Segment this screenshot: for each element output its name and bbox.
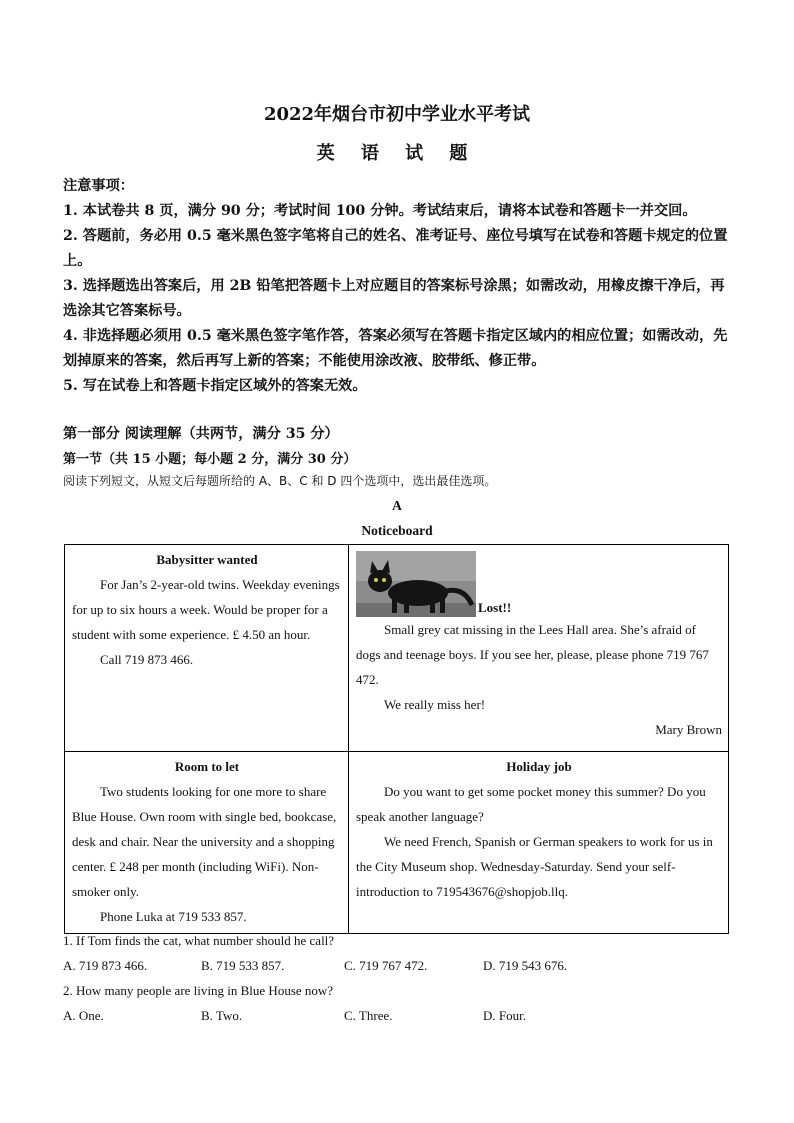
notice-heading: Babysitter wanted xyxy=(156,552,258,567)
option-b[interactable]: B. 719 533 857. xyxy=(201,958,285,973)
room-to-let-notice xyxy=(65,752,349,934)
lost-header xyxy=(356,551,722,617)
exam-subject: 英 语 试 题 xyxy=(316,143,478,164)
instructions-notes xyxy=(63,174,728,399)
option-c[interactable]: C. Three. xyxy=(344,1008,393,1023)
lost-cat-notice xyxy=(349,545,729,752)
notice-heading: Holiday job xyxy=(506,759,572,774)
section-title: 第一节（共 15 小题；每小题 2 分，满分 30 分） xyxy=(63,452,357,467)
notice-body: Do you want to get some pocket money this summer? Do you speak another language? xyxy=(356,784,706,824)
notice-body: For Jan’s 2-year-old twins. Weekday evenings for up to six hours a week. Would be proper for a student with some experience. £ 4.50 an hour. xyxy=(72,577,340,642)
notice-message: We really miss her! xyxy=(384,697,486,712)
notice-contact: Call 719 873 466. xyxy=(100,652,194,667)
passage-letter: A xyxy=(392,498,402,513)
black-cat-photo xyxy=(356,551,476,617)
note-item: 2. 答题前，务必用 0.5 毫米黑色签字笔将自己的姓名、准考证号、座位号填写在试卷和答题卡规定的位置上。 xyxy=(63,228,728,269)
option-d[interactable]: D. Four. xyxy=(483,1008,526,1023)
option-d[interactable]: D. 719 543 676. xyxy=(483,958,568,973)
notice-heading: Lost!! xyxy=(478,600,512,615)
question-2: 2. How many people are living in Blue House now? xyxy=(63,983,334,998)
notes-heading: 注意事项： xyxy=(63,178,134,194)
section-instruction: 阅读下列短文，从短文后每题所给的 A、B、C 和 D 四个选项中，选出最佳选项。 xyxy=(63,474,497,488)
noticeboard-table xyxy=(64,544,729,934)
question-1: 1. If Tom finds the cat, what number should he call? xyxy=(63,933,335,948)
passage-title: Noticeboard xyxy=(361,523,433,538)
part-title: 第一部分 阅读理解（共两节，满分 35 分） xyxy=(63,426,339,442)
notice-signature: Mary Brown xyxy=(655,722,722,737)
option-a[interactable]: A. 719 873 466. xyxy=(63,958,148,973)
note-item: 1. 本试卷共 8 页，满分 90 分；考试时间 100 分钟。考试结束后，请将本试卷和答题卡一并交回。 xyxy=(63,203,697,219)
option-b[interactable]: B. Two. xyxy=(201,1008,243,1023)
babysitter-notice xyxy=(65,545,349,752)
notice-heading: Room to let xyxy=(174,759,240,774)
note-item: 4. 非选择题必须用 0.5 毫米黑色签字笔作答，答案必须写在答题卡指定区域内的相应位置；如需改动，先划掉原来的答案，然后再写上新的答案；不能使用涂改液、胶带纸、修正带。 xyxy=(63,328,728,369)
holiday-job-notice xyxy=(349,752,729,934)
notice-contact: Phone Luka at 719 533 857. xyxy=(100,909,247,924)
note-item: 3. 选择题选出答案后，用 2B 铅笔把答题卡上对应题目的答案标号涂黑；如需改动，用橡皮擦干净后，再选涂其它答案标号。 xyxy=(63,278,725,319)
notice-body: We need French, Spanish or German speakers to work for us in the City Museum shop. Wednesday-Saturday. Send your self-introduction to 719543676@shopjob.llq. xyxy=(356,834,713,899)
option-a[interactable]: A. One. xyxy=(63,1008,104,1023)
notice-body: Two students looking for one more to share Blue House. Own room with single bed, bookcase, desk and chair. Near the university and a shopping center. £ 248 per month (including WiFi). Non-smoker only. xyxy=(72,784,337,899)
exam-title: 2022年烟台市初中学业水平考试 xyxy=(263,104,531,125)
option-c[interactable]: C. 719 767 472. xyxy=(344,958,428,973)
note-item: 5. 写在试卷上和答题卡指定区域外的答案无效。 xyxy=(63,378,367,394)
notice-body: Small grey cat missing in the Lees Hall area. She’s afraid of dogs and teenage boys. If you see her, please, please phone 719 767 472. xyxy=(356,622,709,687)
